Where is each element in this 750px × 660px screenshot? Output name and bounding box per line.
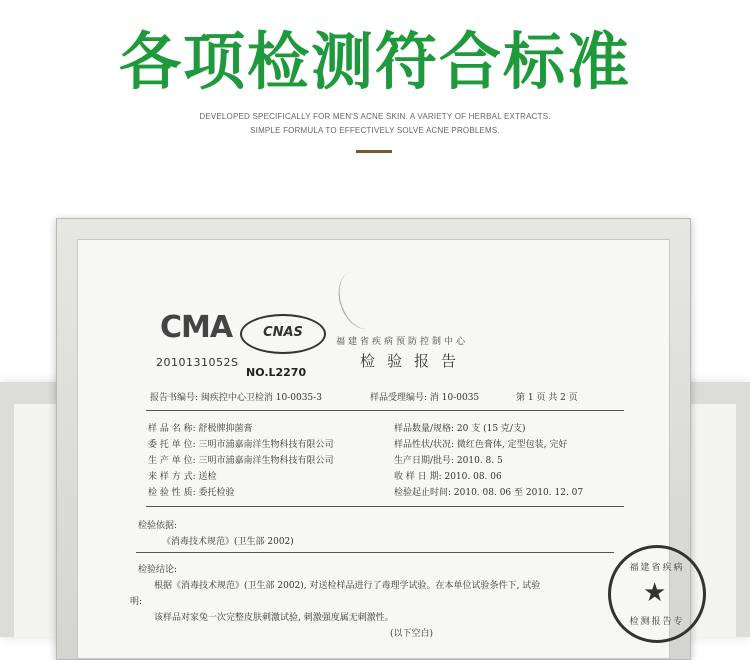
cnas-number: NO.L2270: [246, 366, 307, 379]
conclusion-line-2: 明:: [130, 597, 143, 607]
cma-logo: CMA: [160, 310, 233, 345]
organization-name: 福建省疾病预防控制中心: [336, 337, 469, 347]
field-sample-state: 样品性状/状况: 微红色膏体, 定型包装, 完好: [394, 440, 568, 450]
field-sample-method: 来 样 方 式: 送检: [148, 472, 217, 482]
field-producer: 生 产 单 位: 三明市浦嘉南洋生物科技有限公司: [148, 456, 334, 466]
divider-rule: [356, 150, 392, 153]
field-sample-name: 样 品 名 称: 舒极牌抑菌膏: [148, 424, 253, 434]
basis-rule: [136, 552, 614, 553]
field-quantity: 样品数量/规格: 20 支 (15 克/支): [394, 424, 526, 434]
blank-note: (以下空白): [390, 629, 434, 639]
basis-label: 检验依据:: [138, 521, 178, 531]
field-receive-date: 收 样 日 期: 2010. 08. 06: [394, 472, 502, 482]
certificate-frame: [56, 218, 691, 660]
report-title: 检验报告: [360, 352, 469, 370]
sample-accept-number: 样品受理编号: 消 10-0035: [370, 393, 480, 403]
header-rule: [146, 410, 624, 411]
field-inspection-type: 检 验 性 质: 委托检验: [148, 488, 235, 498]
cnas-logo: CNAS: [240, 314, 326, 354]
headline: 各项检测符合标准: [118, 25, 631, 98]
page-info: 第 1 页 共 2 页: [516, 393, 578, 403]
field-production-date: 生产日期/批号: 2010. 8. 5: [394, 456, 503, 466]
official-seal: [608, 545, 706, 643]
subtitle-line-2: SIMPLE FORMULA TO EFFECTIVELY SOLVE ACNE PROBLEMS.: [250, 126, 500, 135]
pen-mark: [331, 265, 390, 335]
fields-rule: [146, 506, 624, 507]
field-inspection-period: 检验起止时间: 2010. 08. 06 至 2010. 12. 07: [394, 488, 584, 498]
conclusion-label: 检验结论:: [138, 565, 178, 575]
basis-value: 《消毒技术规范》(卫生部 2002): [162, 537, 294, 547]
seal-star-icon: ★: [643, 578, 667, 608]
seal-bottom-text: 检测报告专: [629, 617, 685, 627]
report-number: 报告书编号: 闽疾控中心卫检消 10-0035-3: [150, 393, 322, 403]
seal-top-text: 福建省疾病: [629, 563, 685, 573]
conclusion-line-3: 该样品对家兔一次完整皮肤刺激试验, 刺激强度属无刺激性。: [154, 613, 394, 623]
certificate-paper: [77, 239, 685, 659]
conclusion-line-1: 根据《消毒技术规范》(卫生部 2002), 对送检样品进行了毒理学试验。在本单位试验条件下, 试验: [154, 581, 541, 591]
subtitle-line-1: DEVELOPED SPECIFICALLY FOR MEN'S ACNE SKIN. A VARIETY OF HERBAL EXTRACTS.: [199, 112, 551, 121]
field-entrusting-unit: 委 托 单 位: 三明市浦嘉南洋生物科技有限公司: [148, 440, 334, 450]
cma-code: 2010131052S: [156, 356, 239, 369]
